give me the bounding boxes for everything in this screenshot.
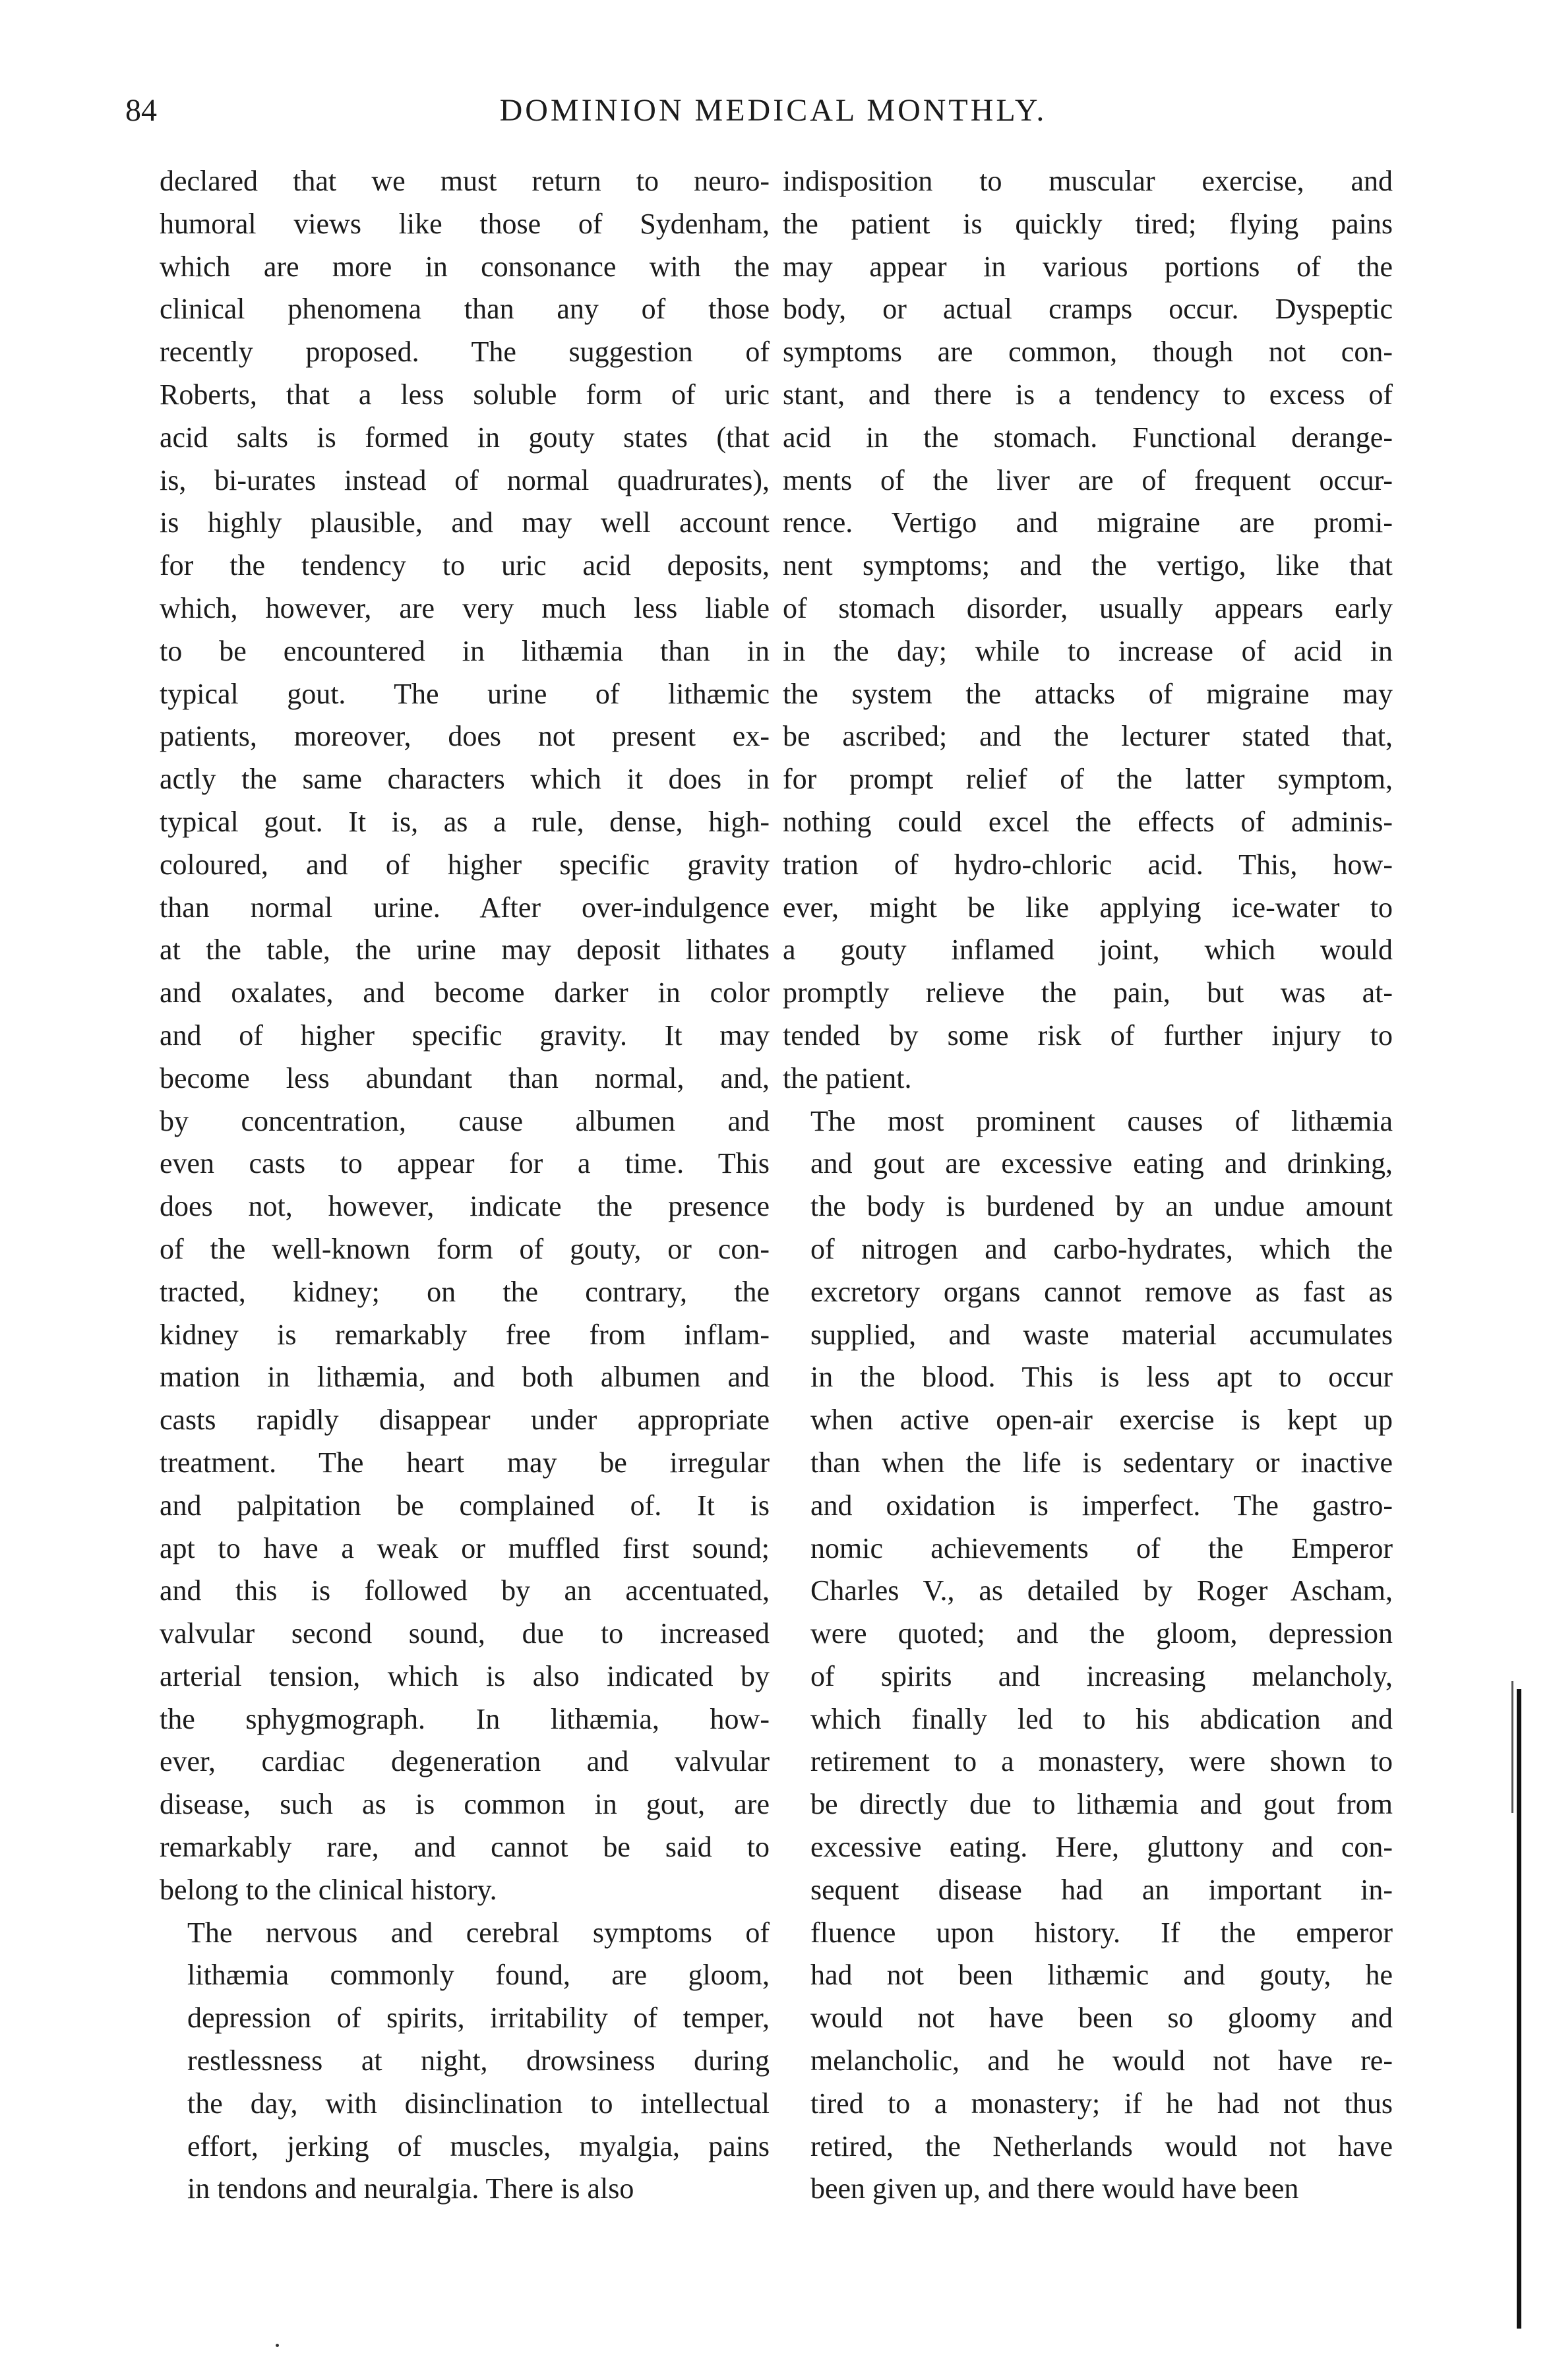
- text-line: in the blood. This is less apt to occur: [810, 1361, 1393, 1394]
- text-line: be directly due to lithæmia and gout from: [810, 1788, 1393, 1821]
- text-line: in the day; while to increase of acid in: [783, 634, 1393, 667]
- text-line: of the well-known form of gouty, or con-: [160, 1232, 770, 1265]
- left-column: [160, 160, 770, 2211]
- text-line: Charles V., as detailed by Roger Ascham,: [810, 1574, 1393, 1607]
- text-line: would not have been so gloomy and: [810, 2002, 1393, 2035]
- text-line: acid in the stomach. Functional derange-: [783, 421, 1393, 454]
- text-line: restlessness at night, drowsiness during: [187, 2044, 770, 2077]
- text-line: fluence upon history. If the emperor: [810, 1916, 1393, 1949]
- text-line: ever, might be like applying ice-water to: [783, 891, 1393, 924]
- text-line: is highly plausible, and may well account: [160, 506, 770, 539]
- text-line: The nervous and cerebral symptoms of: [187, 1916, 770, 1949]
- ink-speck: [276, 2344, 279, 2347]
- text-line: coloured, and of higher specific gravity: [160, 848, 770, 881]
- right-column: [783, 160, 1393, 2211]
- text-line: the body is burdened by an undue amount: [810, 1190, 1393, 1223]
- text-line: symptoms are common, though not con-: [783, 336, 1393, 369]
- text-line: excretory organs cannot remove as fast as: [810, 1275, 1393, 1308]
- text-line: may appear in various portions of the: [783, 250, 1393, 283]
- text-line: than when the life is sedentary or inactive: [810, 1446, 1393, 1479]
- paragraph: [783, 160, 1393, 1100]
- text-line: declared that we must return to neuro-: [160, 165, 770, 197]
- text-line: the patient.: [783, 1061, 912, 1094]
- text-line: ever, cardiac degeneration and valvular: [160, 1745, 770, 1778]
- text-line: a gouty inflamed joint, which would: [783, 934, 1393, 967]
- text-line: retirement to a monastery, were shown to: [810, 1745, 1393, 1778]
- text-line: than normal urine. After over-indulgence: [160, 891, 770, 924]
- text-line: been given up, and there would have been: [810, 2172, 1299, 2205]
- text-line: be ascribed; and the lecturer stated that,: [783, 720, 1393, 753]
- text-line: arterial tension, which is also indicated by: [160, 1659, 770, 1692]
- text-line: actly the same characters which it does in: [160, 763, 770, 796]
- text-line: promptly relieve the pain, but was at-: [783, 976, 1393, 1009]
- text-line: recently proposed. The suggestion of: [160, 336, 770, 369]
- paragraph: [160, 1912, 770, 2211]
- text-line: for the tendency to uric acid deposits,: [160, 549, 770, 582]
- text-line: were quoted; and the gloom, depression: [810, 1617, 1393, 1650]
- text-line: kidney is remarkably free from inflam-: [160, 1318, 770, 1351]
- text-line: ments of the liver are of frequent occur-: [783, 463, 1393, 496]
- text-line: had not been lithæmic and gouty, he: [810, 1959, 1393, 1992]
- text-line: tired to a monastery; if he had not thus: [810, 2087, 1393, 2120]
- text-line: at the table, the urine may deposit lithates: [160, 934, 770, 967]
- text-line: in tendons and neuralgia. There is also: [187, 2172, 634, 2205]
- text-line: to be encountered in lithæmia than in: [160, 634, 770, 667]
- text-line: tration of hydro-chloric acid. This, how-: [783, 848, 1393, 881]
- text-line: melancholic, and he would not have re-: [810, 2044, 1393, 2077]
- text-line: the system the attacks of migraine may: [783, 677, 1393, 710]
- text-line: disease, such as is common in gout, are: [160, 1788, 770, 1821]
- text-line: effort, jerking of muscles, myalgia, pains: [187, 2129, 770, 2162]
- text-line: supplied, and waste material accumulates: [810, 1318, 1393, 1351]
- paragraph: [783, 1100, 1393, 2211]
- text-line: acid salts is formed in gouty states (that: [160, 421, 770, 454]
- text-line: is, bi-urates instead of normal quadrurates),: [160, 463, 770, 496]
- running-head: [125, 84, 1421, 137]
- text-line: typical gout. It is, as a rule, dense, high-: [160, 805, 770, 838]
- text-line: stant, and there is a tendency to excess of: [783, 378, 1393, 411]
- text-line: humoral views like those of Sydenham,: [160, 207, 770, 240]
- text-line: The most prominent causes of lithæmia: [810, 1104, 1393, 1137]
- text-line: does not, however, indicate the presence: [160, 1190, 770, 1223]
- text-line: the sphygmograph. In lithæmia, how-: [160, 1702, 770, 1735]
- text-line: indisposition to muscular exercise, and: [783, 165, 1393, 197]
- text-line: sequent disease had an important in-: [810, 1873, 1393, 1906]
- text-line: which are more in consonance with the: [160, 250, 770, 283]
- text-line: by concentration, cause albumen and: [160, 1104, 770, 1137]
- text-line: of nitrogen and carbo-hydrates, which the: [810, 1232, 1393, 1265]
- text-line: and oxidation is imperfect. The gastro-: [810, 1489, 1393, 1522]
- text-line: become less abundant than normal, and,: [160, 1061, 770, 1094]
- page-number: 84: [125, 93, 157, 128]
- text-line: depression of spirits, irritability of temper,: [187, 2002, 770, 2035]
- text-line: apt to have a weak or muffled first sound;: [160, 1532, 770, 1564]
- journal-title: DOMINION MEDICAL MONTHLY.: [499, 93, 1047, 128]
- text-line: for prompt relief of the latter symptom,: [783, 763, 1393, 796]
- text-line: when active open-air exercise is kept up: [810, 1404, 1393, 1437]
- text-line: body, or actual cramps occur. Dyspeptic: [783, 293, 1393, 326]
- text-line: nent symptoms; and the vertigo, like that: [783, 549, 1393, 582]
- text-line: the patient is quickly tired; flying pains: [783, 207, 1393, 240]
- text-line: retired, the Netherlands would not have: [810, 2129, 1393, 2162]
- text-line: and of higher specific gravity. It may: [160, 1019, 770, 1052]
- text-line: lithæmia commonly found, are gloom,: [187, 1959, 770, 1992]
- text-line: and oxalates, and become darker in color: [160, 976, 770, 1009]
- text-line: even casts to appear for a time. This: [160, 1147, 770, 1180]
- text-line: casts rapidly disappear under appropriate: [160, 1404, 770, 1437]
- text-line: nothing could excel the effects of adminis-: [783, 805, 1393, 838]
- text-line: nomic achievements of the Emperor: [810, 1532, 1393, 1564]
- text-line: of stomach disorder, usually appears early: [783, 591, 1393, 624]
- text-line: rence. Vertigo and migraine are promi-: [783, 506, 1393, 539]
- paragraph: [160, 160, 770, 1912]
- text-line: which, however, are very much less liable: [160, 591, 770, 624]
- text-line: and this is followed by an accentuated,: [160, 1574, 770, 1607]
- text-line: typical gout. The urine of lithæmic: [160, 677, 770, 710]
- text-line: mation in lithæmia, and both albumen and: [160, 1361, 770, 1394]
- text-line: valvular second sound, due to increased: [160, 1617, 770, 1650]
- text-line: which finally led to his abdication and: [810, 1702, 1393, 1735]
- text-line: of spirits and increasing melancholy,: [810, 1659, 1393, 1692]
- text-line: tracted, kidney; on the contrary, the: [160, 1275, 770, 1308]
- text-line: treatment. The heart may be irregular: [160, 1446, 770, 1479]
- text-line: remarkably rare, and cannot be said to: [160, 1831, 770, 1864]
- text-line: tended by some risk of further injury to: [783, 1019, 1393, 1052]
- binding-shadow: [1511, 1681, 1513, 1813]
- text-line: patients, moreover, does not present ex-: [160, 720, 770, 753]
- binding-edge: [1517, 1689, 1521, 2329]
- text-line: excessive eating. Here, gluttony and con-: [810, 1831, 1393, 1864]
- text-line: the day, with disinclination to intellectual: [187, 2087, 770, 2120]
- text-line: and gout are excessive eating and drinking,: [810, 1147, 1393, 1180]
- text-line: and palpitation be complained of. It is: [160, 1489, 770, 1522]
- text-line: clinical phenomena than any of those: [160, 293, 770, 326]
- text-line: Roberts, that a less soluble form of uric: [160, 378, 770, 411]
- text-line: belong to the clinical history.: [160, 1873, 497, 1906]
